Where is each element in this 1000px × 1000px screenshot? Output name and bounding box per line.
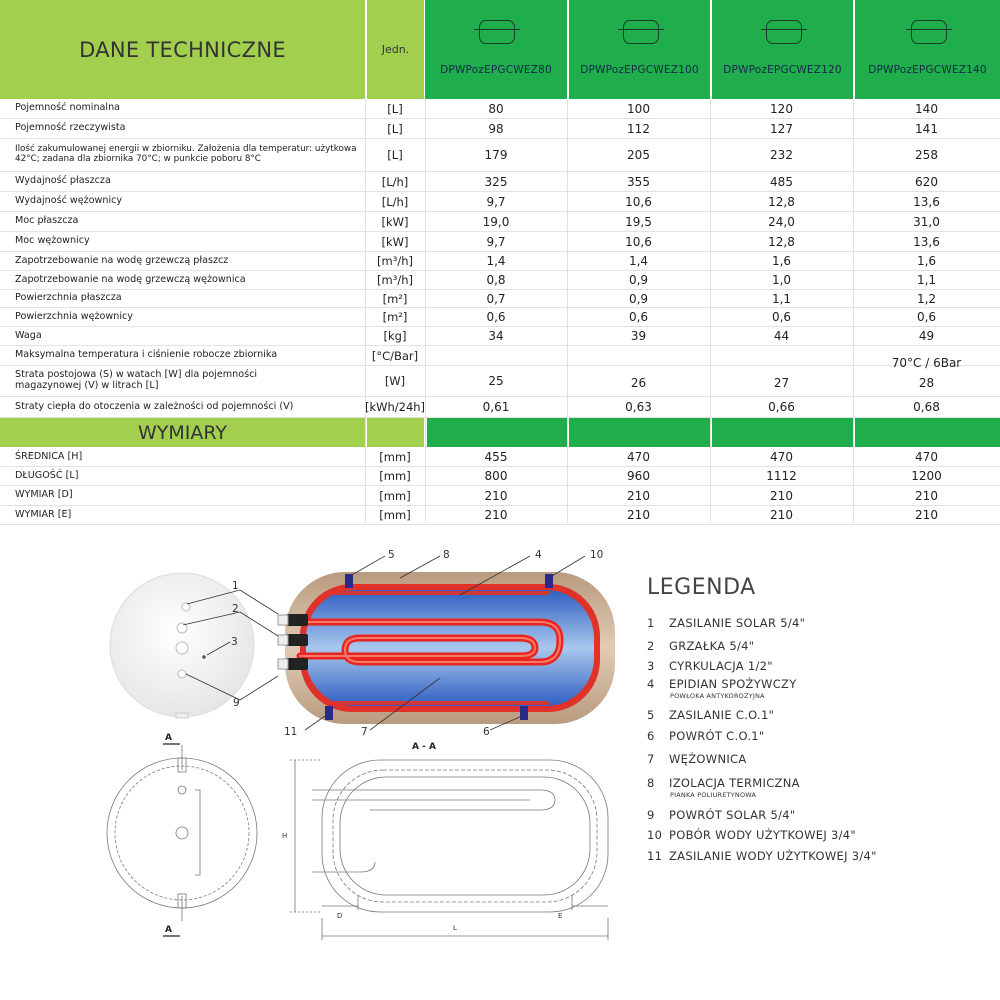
table-row: [0, 346, 1000, 370]
row-label: Straty ciepła do otoczenia w zależności od pojemności (V): [15, 400, 294, 412]
dimensions-title: WYMIARY: [0, 418, 365, 447]
row-value: 13,6: [913, 234, 940, 249]
row-value: 26: [630, 376, 647, 390]
row-value: 9,7: [486, 194, 506, 209]
row-label: Ilość zakumulowanej energii w zbiorniku. Założenia dla temperatur: użytkowa 42°C; zadana dla zbiornika 70°C; w punkcie poboru 8°C: [15, 144, 357, 164]
row-unit: [mm]: [379, 488, 411, 503]
row-value: 140: [915, 101, 938, 116]
model-header-4: [855, 0, 1000, 99]
table-row: [0, 232, 1000, 252]
section-title: A - A: [412, 742, 436, 752]
callout-number: 3: [231, 636, 238, 648]
legend-item: 10 POBÓR WODY UŻYTKOWEJ 3/4": [647, 828, 856, 842]
row-value: 1,1: [771, 291, 792, 306]
row-value: 0,7: [486, 291, 506, 306]
row-unit: [°C/Bar]: [371, 348, 419, 363]
row-value: 0,63: [625, 400, 652, 414]
row-value: 455: [484, 450, 508, 464]
legend-item: 1 ZASILANIE SOLAR 5/4": [647, 616, 806, 630]
legend-item: 7 WĘŻOWNICA: [647, 752, 747, 766]
legend-item: 6 POWRÓT C.O.1": [647, 729, 765, 743]
row-value: 10,6: [625, 194, 652, 209]
dimensions-band: [855, 418, 1000, 447]
row-value: 70°C / 6Bar: [891, 355, 962, 370]
row-value: 12,8: [768, 194, 795, 209]
tank-icon: [911, 20, 947, 44]
dimensions-band: [569, 418, 710, 447]
row-value: 19,0: [482, 214, 510, 229]
row-value: 25: [488, 374, 504, 388]
row-value: 31,0: [913, 214, 940, 229]
row-unit: [kg]: [383, 329, 407, 343]
dimension-label-e: E: [558, 912, 563, 920]
table-row: [0, 252, 1000, 271]
row-label: Strata postojowa (S) w watach [W] dla pojemności magazynowej (V) w litrach [L]: [15, 369, 258, 391]
callout-number: 5: [388, 549, 395, 561]
row-unit: [mm]: [379, 469, 411, 483]
row-value: 470: [627, 450, 650, 464]
row-value: 210: [770, 508, 793, 522]
row-value: [710, 346, 853, 365]
row-value: 210: [484, 488, 508, 503]
row-value: 28: [918, 376, 935, 390]
row-value: 1,1: [916, 273, 937, 287]
row-unit: [L/h]: [381, 194, 409, 209]
row-value: 0,68: [913, 400, 940, 414]
row-value: 39: [630, 329, 647, 343]
row-unit: [L]: [387, 121, 403, 136]
row-value: 112: [627, 121, 650, 136]
legend-item: 8 IZOLACJA TERMICZNA PIANKA POLIURETYNOWA: [647, 776, 800, 799]
row-value: 10,6: [625, 234, 652, 249]
row-value: [425, 346, 567, 365]
table-row: [0, 139, 1000, 172]
legend-item: 9 POWRÓT SOLAR 5/4": [647, 808, 796, 822]
callout-number: 1: [232, 580, 239, 592]
row-value: 205: [627, 148, 650, 162]
row-label: ŚREDNICA [H]: [15, 450, 83, 462]
row-unit: [L]: [387, 101, 403, 116]
row-value: 1,2: [916, 291, 937, 306]
row-value: 620: [915, 174, 938, 189]
model-header-1: [425, 0, 567, 99]
legend-title: LEGENDA: [647, 575, 756, 600]
row-unit: [m²]: [382, 310, 408, 324]
row-value: 19,5: [625, 214, 652, 229]
table-row: [0, 172, 1000, 192]
row-label: Zapotrzebowanie na wodę grzewczą wężownica: [15, 273, 246, 285]
row-label: Pojemność rzeczywista: [15, 122, 126, 134]
tank-icon: [479, 20, 515, 44]
row-value: 100: [627, 101, 650, 116]
row-value: 258: [915, 148, 938, 162]
legend-item: 2 GRZAŁKA 5/4": [647, 639, 755, 653]
row-value: 34: [488, 329, 504, 343]
dimension-row: [0, 467, 1000, 486]
row-label: Powierzchnia wężownicy: [15, 310, 133, 322]
row-label: Wydajność wężownicy: [15, 195, 123, 207]
callout-number: 4: [535, 549, 542, 561]
dimension-row: [0, 506, 1000, 525]
row-value: 470: [915, 450, 938, 464]
end-view-drawing: [107, 745, 257, 921]
tank-icon: [766, 20, 802, 44]
dimension-label-h: H: [282, 832, 288, 840]
row-unit: [m³/h]: [377, 273, 413, 287]
row-unit: [kW]: [381, 234, 409, 249]
legend-item: 5 ZASILANIE C.O.1": [647, 708, 775, 722]
row-label: DŁUGOŚĆ [L]: [15, 469, 79, 481]
model-label: DPWPozEPGCWEZ100: [580, 64, 699, 76]
model-label: DPWPozEPGCWEZ140: [868, 64, 987, 76]
callout-number: 8: [443, 549, 450, 561]
row-value: 179: [484, 148, 508, 162]
dimension-label-d: D: [337, 912, 343, 920]
tank-icon: [623, 20, 659, 44]
row-value: 0,8: [486, 273, 506, 287]
row-value: 210: [627, 488, 650, 503]
table-row: [0, 119, 1000, 139]
row-value: 141: [915, 121, 938, 136]
table-row: [0, 290, 1000, 308]
row-value: 98: [488, 121, 504, 136]
row-value: 210: [484, 508, 508, 522]
row-label: Maksymalna temperatura i ciśnienie robocze zbiornika: [15, 349, 278, 361]
legend-item: 11 ZASILANIE WODY UŻYTKOWEJ 3/4": [647, 849, 877, 863]
row-value: 49: [918, 329, 935, 343]
row-value: 800: [484, 469, 508, 483]
table-row: [0, 397, 1000, 418]
row-label: Waga: [15, 329, 42, 341]
row-value: 0,6: [486, 310, 506, 324]
row-label: Wydajność płaszcza: [15, 175, 111, 187]
row-value: 0,61: [482, 400, 510, 414]
row-unit: [kW]: [381, 214, 409, 229]
row-unit: [m²]: [382, 291, 408, 306]
row-unit: [W]: [384, 374, 406, 388]
row-value: 470: [770, 450, 793, 464]
row-value: 1,0: [771, 273, 792, 287]
row-label: Moc płaszcza: [15, 215, 79, 227]
callout-number: 7: [361, 726, 368, 738]
callout-number: 11: [284, 726, 298, 738]
row-value: 0,9: [628, 273, 649, 287]
callout-number: 10: [590, 549, 604, 561]
row-label: Moc wężownicy: [15, 235, 90, 247]
row-value: 210: [915, 508, 938, 522]
row-value: 127: [770, 121, 793, 136]
row-value: 210: [627, 508, 650, 522]
table-row: [0, 308, 1000, 327]
row-value: 44: [773, 329, 790, 343]
row-value: 80: [488, 101, 504, 116]
dimensions-band: [712, 418, 853, 447]
row-value: 325: [484, 174, 508, 189]
row-unit: [mm]: [379, 508, 411, 522]
callout-number: 6: [483, 726, 490, 738]
legend-item: 4 EPIDIAN SPOŻYWCZY POWŁOKA ANTYKOROZYJNA: [647, 677, 797, 700]
model-label: DPWPozEPGCWEZ120: [723, 64, 842, 76]
row-unit: [kWh/24h]: [364, 400, 426, 414]
row-unit: [L/h]: [381, 174, 409, 189]
model-header-2: [569, 0, 710, 99]
dimensions-band: [427, 418, 567, 447]
callout-number: 2: [232, 603, 239, 615]
table-row: [0, 99, 1000, 119]
row-value: 0,6: [916, 310, 937, 324]
legend-item: 3 CYRKULACJA 1/2": [647, 659, 773, 673]
row-value: 1112: [766, 469, 797, 483]
row-value: 27: [773, 376, 790, 390]
row-label: Powierzchnia płaszcza: [15, 292, 122, 304]
row-unit: [L]: [387, 148, 403, 162]
table-title: DANE TECHNICZNE: [0, 0, 365, 99]
row-label: WYMIAR [E]: [15, 508, 72, 520]
row-value: 960: [627, 469, 650, 483]
row-value: 210: [915, 488, 938, 503]
unit-column-header: Jedn.: [367, 0, 424, 99]
row-value: 0,66: [768, 400, 795, 414]
row-value: 1,4: [628, 254, 649, 268]
row-label: WYMIAR [D]: [15, 489, 73, 501]
row-label: Zapotrzebowanie na wodę grzewczą płaszcz: [15, 254, 229, 266]
table-row: [0, 327, 1000, 346]
row-value: 1,4: [486, 254, 506, 268]
callout-number: 9: [233, 697, 240, 709]
section-mark: A: [165, 733, 172, 743]
row-value: 1200: [911, 469, 942, 483]
row-value: 0,9: [628, 291, 649, 306]
dimension-label-l: L: [453, 924, 457, 932]
dimension-row: [0, 486, 1000, 506]
row-value: 485: [770, 174, 793, 189]
row-value: 1,6: [916, 254, 937, 268]
table-row: [0, 271, 1000, 290]
row-value: 1,6: [771, 254, 792, 268]
row-value: 13,6: [913, 194, 940, 209]
section-mark: A: [165, 925, 172, 935]
model-label: DPWPozEPGCWEZ80: [440, 64, 552, 76]
table-row: [0, 192, 1000, 212]
row-value: 120: [770, 101, 793, 116]
row-label: Pojemność nominalna: [15, 102, 121, 114]
row-value: 9,7: [486, 234, 506, 249]
dimensions-unit-band: [367, 418, 424, 447]
tank-diagram: [0, 530, 640, 970]
row-value: 24,0: [768, 214, 795, 229]
tank-cutaway: [278, 572, 615, 724]
row-value: 0,6: [771, 310, 792, 324]
table-row: [0, 366, 1000, 397]
table-row: [0, 212, 1000, 232]
row-value: 210: [770, 488, 793, 503]
row-value: 12,8: [768, 234, 795, 249]
model-header-3: [712, 0, 853, 99]
row-value: 232: [770, 148, 793, 162]
row-unit: [m³/h]: [377, 254, 413, 268]
row-value: [567, 346, 710, 365]
row-value: 355: [627, 174, 650, 189]
dimension-row: [0, 448, 1000, 467]
row-value: 0,6: [628, 310, 649, 324]
row-unit: [mm]: [379, 450, 411, 464]
